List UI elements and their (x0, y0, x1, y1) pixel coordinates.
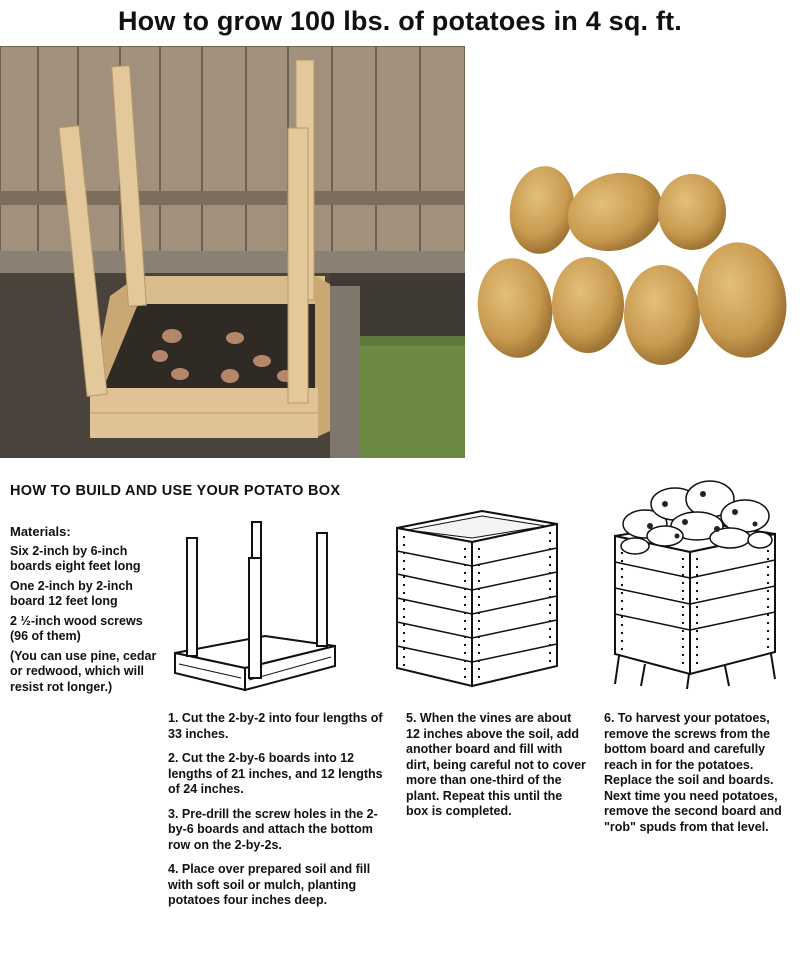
materials-item: 2 ½-inch wood screws (96 of them) (10, 613, 143, 643)
steps-column-3 (604, 711, 794, 844)
step-6: 6. To harvest your potatoes, remove the screws from the bottom board and carefully reach in for the potatoes. Replace the soil and boards. Next time you need potatoes, remove the second board and "rob" spuds from that level. (604, 711, 782, 834)
planted-box-illustration (605, 474, 785, 699)
steps-column-1 (168, 711, 383, 918)
box-frame-illustration (165, 518, 345, 703)
step-5: 5. When the vines are about 12 inches above the soil, add another board and fill with dirt, being careful not to cover more than one-third of the plant. Repeat this until the box is completed. (406, 711, 586, 818)
page-title: How to grow 100 lbs. of potatoes in 4 sq. ft. (117, 6, 683, 36)
materials-item: (You can use pine, cedar or redwood, which will resist rot longer.) (10, 648, 157, 694)
steps-column-2 (406, 711, 586, 829)
materials-list (10, 524, 160, 699)
step-4: 4. Place over prepared soil and fill with soft soil or mulch, planting potatoes four inches deep. (168, 862, 371, 907)
potato-box-photo (0, 46, 465, 458)
step-1: 1. Cut the 2-by-2 into four lengths of 33 inches. (168, 711, 383, 741)
step-2: 2. Cut the 2-by-6 boards into 12 lengths of 21 inches, and 12 lengths of 24 inches. (168, 751, 383, 796)
materials-item: Six 2-inch by 6-inch boards eight feet long (10, 543, 141, 573)
full-box-illustration (392, 506, 562, 696)
step-3: 3. Pre-drill the screw holes in the 2-by-6 boards and attach the bottom row on the 2-by-2s. (168, 806, 378, 852)
materials-label: Materials: (10, 524, 71, 539)
section-heading: HOW TO BUILD AND USE YOUR POTATO BOX (10, 483, 341, 499)
materials-item: One 2-inch by 2-inch board 12 feet long (10, 578, 133, 608)
potatoes-photo (470, 150, 800, 380)
